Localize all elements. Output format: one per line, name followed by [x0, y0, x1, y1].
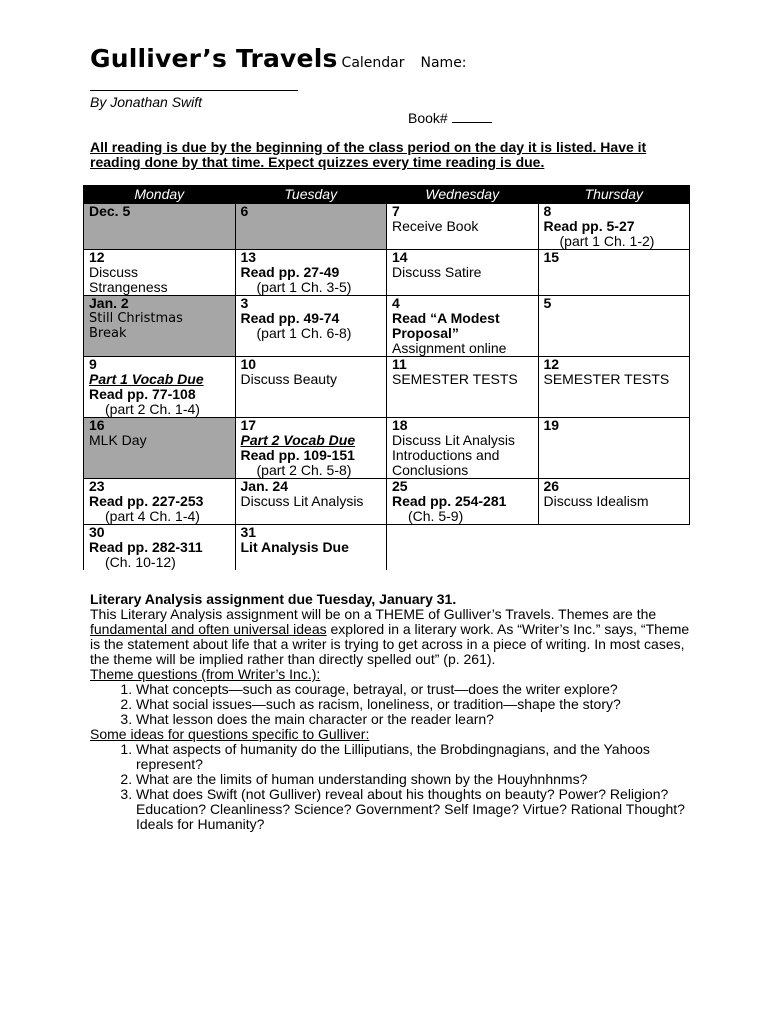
calendar-cell [538, 479, 690, 525]
calendar-cell [387, 296, 539, 357]
cell-date: Dec. 5 [89, 203, 131, 219]
calendar-cell [84, 296, 236, 357]
calendar-week-row [84, 525, 690, 571]
cell-date: 26 [543, 478, 560, 494]
calendar-cell [235, 479, 387, 525]
list-item: 2. What are the limits of human understanding shown by the Houyhnhnms? [136, 772, 690, 787]
calendar-cell [84, 250, 236, 296]
calendar-label: Calendar [341, 55, 405, 71]
calendar-cell [84, 479, 236, 525]
calendar-cell-empty [538, 525, 690, 571]
calendar-cell [387, 357, 539, 418]
calendar-cell-empty [387, 525, 539, 571]
cell-text: Discuss Lit Analysis [392, 432, 515, 448]
list-item: 1. What aspects of humanity do the Lilliputians, the Brobdingnagians, and the Yahoos represent? [136, 742, 690, 772]
calendar-week-row [84, 204, 690, 250]
calendar-header-row [84, 186, 690, 204]
cell-note: (part 1 Ch. 1-2) [559, 233, 655, 249]
calendar-week-row [84, 250, 690, 296]
calendar-cell [387, 418, 539, 479]
cell-date: 3 [240, 295, 249, 311]
calendar-week-row [84, 357, 690, 418]
cell-reading: Read pp. 227-253 [89, 493, 204, 509]
book-label: Book# [408, 110, 448, 126]
cell-text: Discuss Lit Analysis [240, 493, 364, 509]
cell-date: 12 [89, 249, 105, 265]
calendar-cell [84, 204, 236, 250]
cell-text: Discuss [89, 264, 139, 280]
cell-reading: Read pp. 27-49 [240, 264, 340, 280]
cell-date: 8 [543, 203, 552, 219]
book-blank-line [452, 110, 492, 123]
literary-intro-rest: explored in a literary work. As “Writer’s Inc.” says, “Theme is the statement about life that a writer is trying to get across in a piece of writing. In most cases, the theme will be implied rather than directly spelled out” (p. 261). [90, 621, 690, 667]
cell-vocab-due: Part 2 Vocab Due [240, 432, 356, 448]
calendar-cell [235, 296, 387, 357]
calendar-week-row [84, 296, 690, 357]
calendar-cell [387, 479, 539, 525]
literary-intro-text: This Literary Analysis assignment will be on a THEME of Gulliver’s Travels. Themes are the [90, 606, 657, 622]
calendar-cell [84, 418, 236, 479]
cell-text: SEMESTER TESTS [543, 371, 670, 387]
calendar-cell [538, 296, 690, 357]
cell-reading: Proposal” [392, 325, 459, 341]
day-header-wednesday: Wednesday [387, 186, 539, 204]
cell-date: 7 [392, 203, 400, 219]
cell-text: Break [89, 326, 127, 341]
cell-date: 18 [392, 417, 408, 433]
gulliver-questions-list [90, 742, 690, 832]
cell-date: 19 [543, 417, 560, 433]
cell-reading: Lit Analysis Due [240, 539, 349, 555]
cell-date: 23 [89, 478, 105, 494]
cell-date: Jan. 2 [89, 295, 129, 311]
calendar-cell [538, 204, 690, 250]
book-number [408, 110, 492, 126]
calendar-cell [387, 250, 539, 296]
theme-questions-list [90, 682, 690, 727]
literary-intro [90, 607, 690, 667]
cell-text: Discuss Idealism [543, 493, 649, 509]
cell-reading: Read pp. 109-151 [240, 447, 355, 463]
list-item: 2. What social issues—such as racism, loneliness, or tradition—shape the story? [136, 697, 690, 712]
cell-note: (part 1 Ch. 3-5) [256, 279, 352, 295]
calendar-cell [538, 357, 690, 418]
cell-text: Still Christmas [89, 311, 183, 326]
cell-vocab-due: Part 1 Vocab Due [89, 371, 204, 387]
cell-text: Receive Book [392, 218, 479, 234]
name-blank-line [90, 76, 298, 91]
cell-text: Discuss Satire [392, 264, 482, 280]
calendar-cell [84, 357, 236, 418]
cell-date: 4 [392, 295, 400, 311]
cell-note: (Ch. 5-9) [408, 508, 464, 524]
reading-calendar [83, 185, 690, 570]
cell-date: 30 [89, 524, 105, 540]
cell-reading: Read “A Modest [392, 310, 500, 326]
day-header-tuesday: Tuesday [235, 186, 387, 204]
calendar-week-row [84, 418, 690, 479]
cell-text: SEMESTER TESTS [392, 371, 518, 387]
cell-note: (part 1 Ch. 6-8) [256, 325, 352, 341]
literary-analysis-section [90, 592, 690, 832]
calendar-cell [235, 250, 387, 296]
calendar-week-row [84, 479, 690, 525]
cell-text: Strangeness [89, 279, 168, 295]
cell-note: (part 2 Ch. 5-8) [256, 462, 352, 478]
name-label: Name: [420, 55, 467, 71]
calendar-cell [538, 250, 690, 296]
day-header-monday: Monday [84, 186, 236, 204]
cell-date: 14 [392, 249, 408, 265]
cell-date: 6 [240, 203, 249, 219]
cell-date: 13 [240, 249, 257, 265]
theme-questions-heading: Theme questions (from Writer’s Inc.): [90, 666, 321, 682]
reading-notice: All reading is due by the beginning of the class period on the day it is listed. Have it reading done by that time. Expect quizzes every time reading is due. [90, 139, 647, 170]
cell-date: 15 [543, 249, 560, 265]
calendar-cell [235, 418, 387, 479]
cell-reading: Read pp. 77-108 [89, 386, 196, 402]
cell-note: (part 4 Ch. 1-4) [105, 508, 200, 524]
list-item: 1. What concepts—such as courage, betrayal, or trust—does the writer explore? [136, 682, 690, 697]
cell-text: MLK Day [89, 432, 147, 448]
cell-note: (part 2 Ch. 1-4) [105, 401, 200, 417]
day-header-thursday: Thursday [538, 186, 690, 204]
cell-reading: Read pp. 49-74 [240, 310, 340, 326]
cell-date: 17 [240, 417, 257, 433]
calendar-cell [387, 204, 539, 250]
calendar-cell [235, 357, 387, 418]
page-title: Gulliver’s Travels [90, 44, 338, 73]
title-line [90, 44, 467, 73]
cell-date: Jan. 24 [240, 478, 288, 494]
cell-text: Assignment online [392, 340, 507, 356]
cell-date: 10 [240, 356, 257, 372]
cell-date: 12 [543, 356, 560, 372]
cell-date: 11 [392, 356, 407, 372]
calendar-cell [235, 525, 387, 571]
author-byline: By Jonathan Swift [90, 94, 203, 110]
literary-intro-underlined: fundamental and often universal ideas [90, 621, 327, 637]
list-item: 3. What does Swift (not Gulliver) reveal about his thoughts on beauty? Power? Religion? Education? Cleanliness? Science? Government? Self Image? Virtue? Rational Thought? Ideals for Humanity? [136, 787, 690, 832]
calendar-cell [235, 204, 387, 250]
cell-reading: Read pp. 5-27 [543, 218, 635, 234]
cell-text: Introductions and [392, 447, 500, 463]
cell-date: 9 [89, 356, 97, 372]
cell-date: 25 [392, 478, 408, 494]
cell-note: (Ch. 10-12) [105, 554, 176, 570]
cell-reading: Read pp. 254-281 [392, 493, 507, 509]
calendar-cell [538, 418, 690, 479]
cell-date: 5 [543, 295, 552, 311]
cell-date: 16 [89, 417, 105, 433]
cell-text: Discuss Beauty [240, 371, 337, 387]
cell-text: Conclusions [392, 462, 469, 478]
calendar-cell [84, 525, 236, 571]
gulliver-questions-heading: Some ideas for questions specific to Gulliver: [90, 726, 370, 742]
cell-reading: Read pp. 282-311 [89, 539, 203, 555]
cell-date: 31 [240, 524, 257, 540]
literary-heading: Literary Analysis assignment due Tuesday, January 31. [90, 591, 457, 607]
list-item: 3. What lesson does the main character or the reader learn? [136, 712, 690, 727]
